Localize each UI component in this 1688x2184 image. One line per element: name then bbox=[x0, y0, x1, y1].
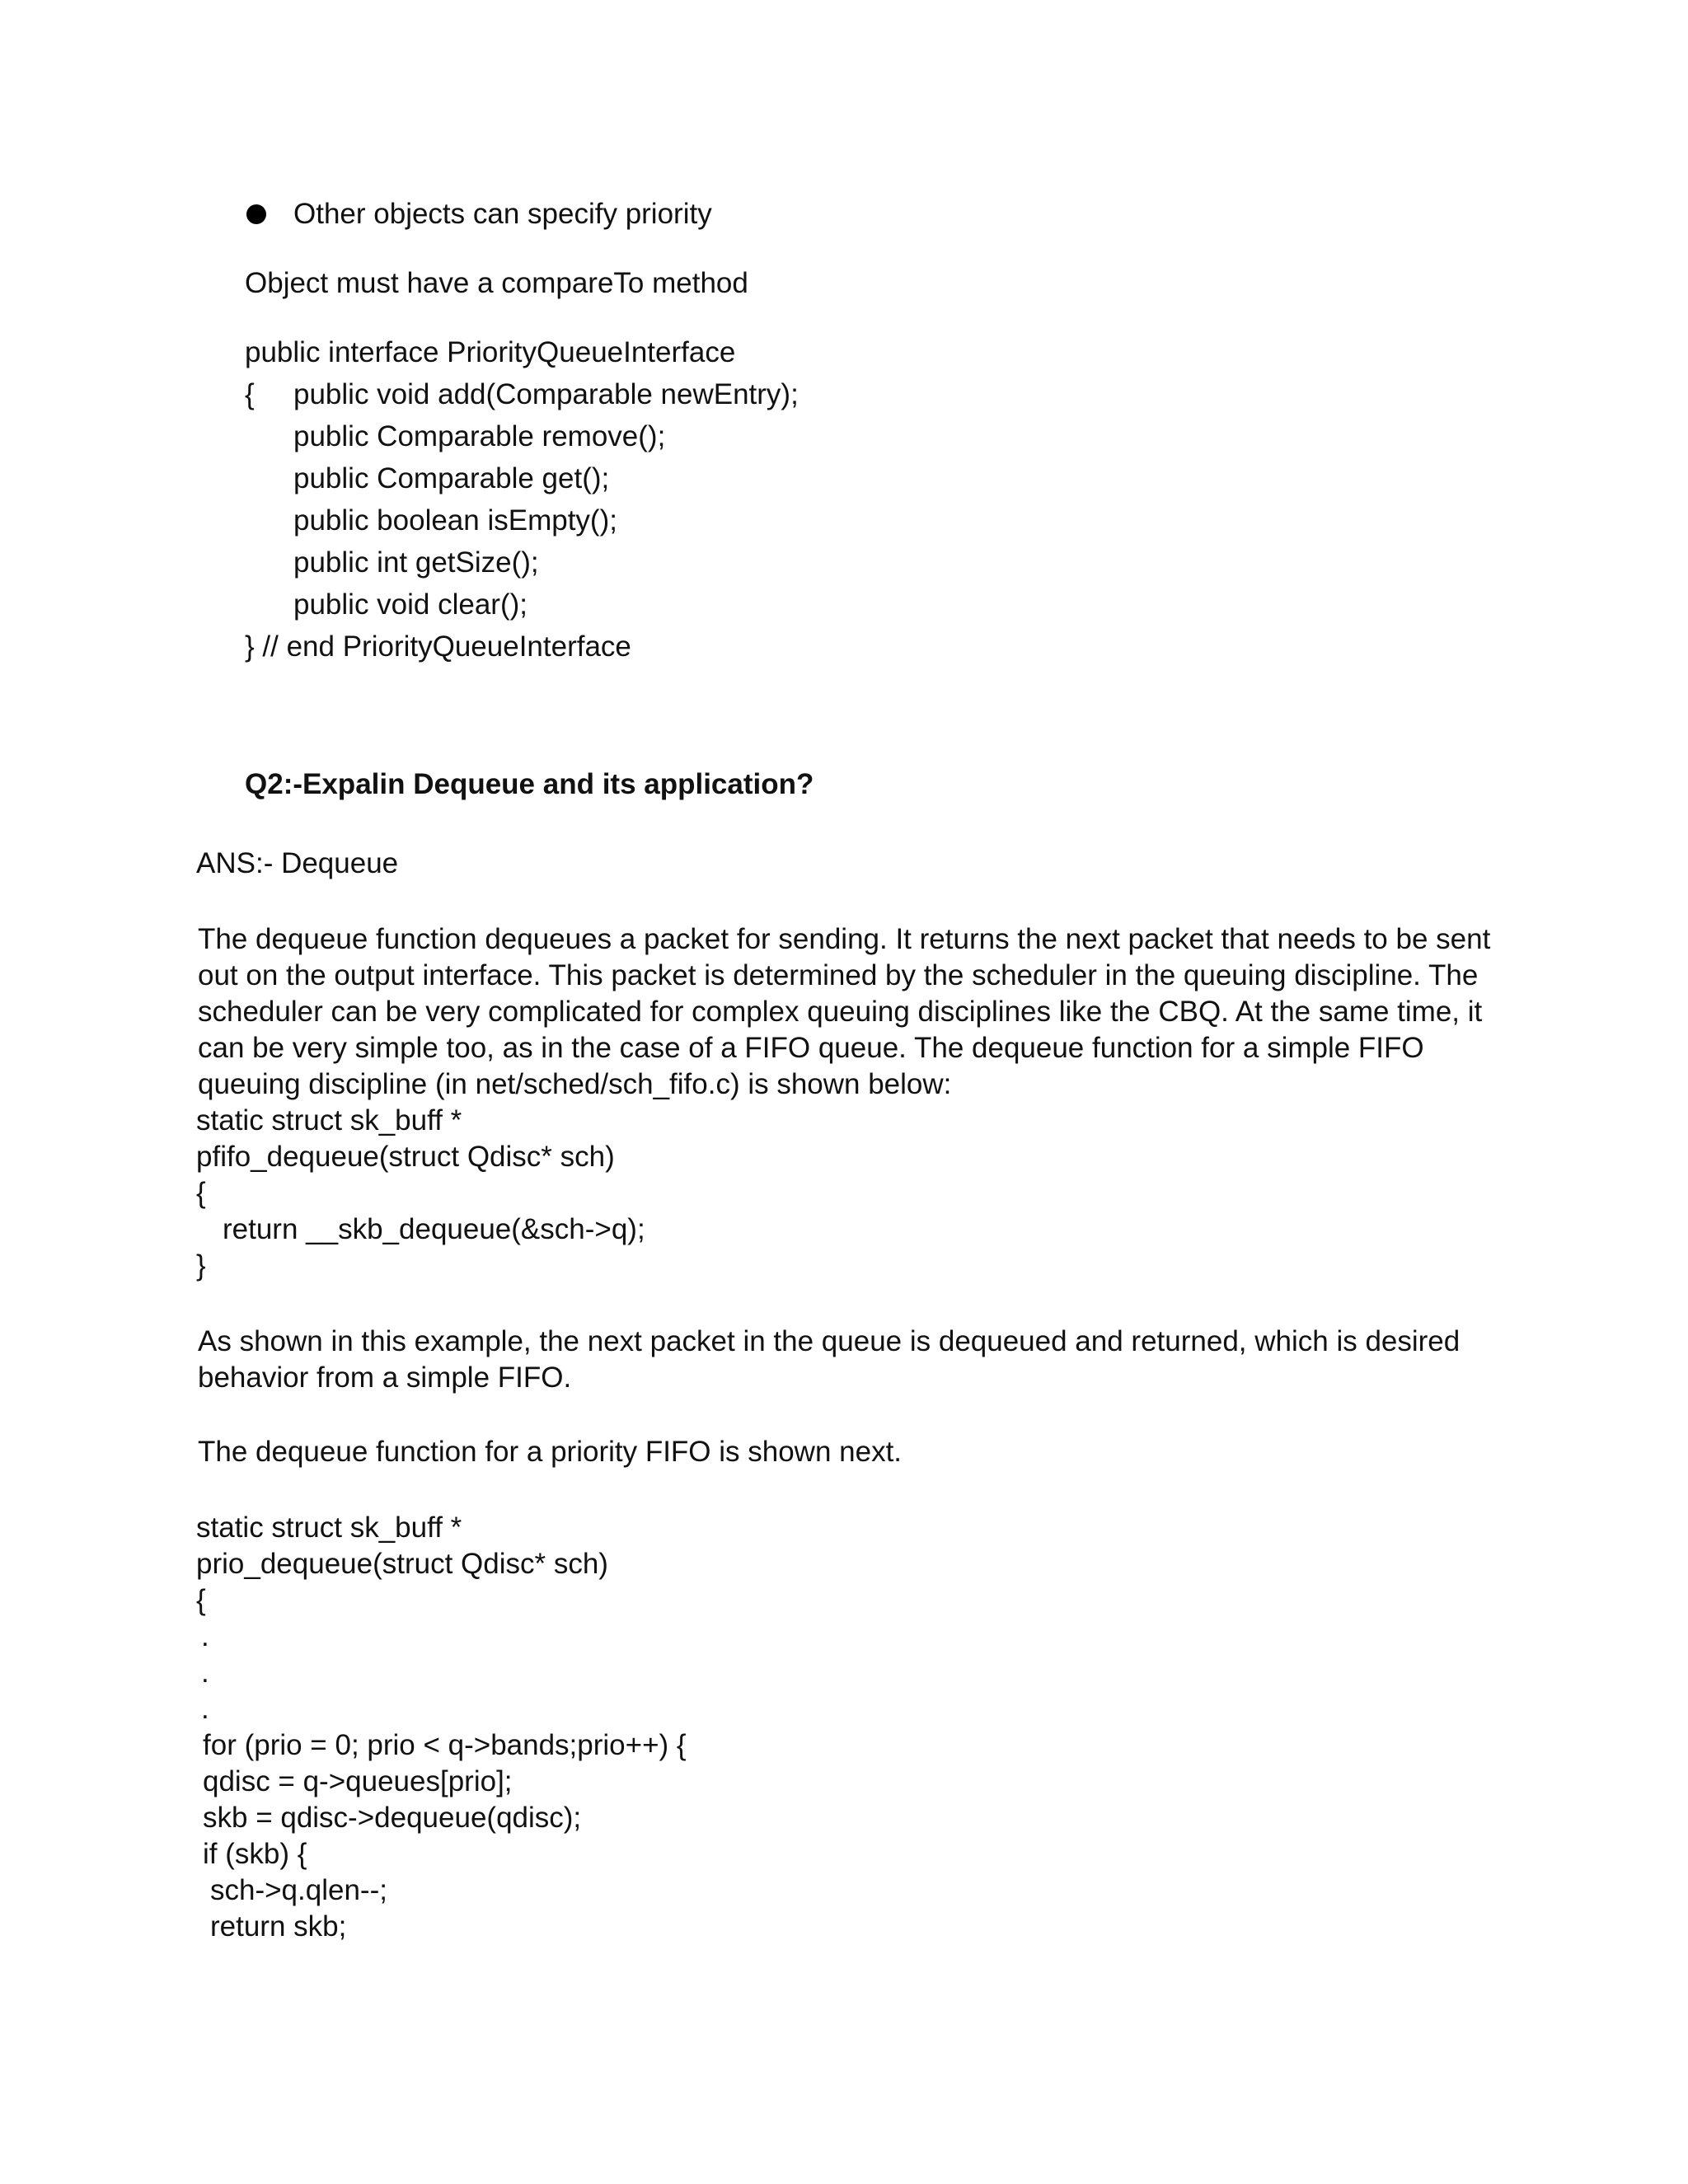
prio-code-line: . bbox=[201, 1693, 209, 1725]
prio-code-line: if (skb) { bbox=[203, 1838, 307, 1870]
interface-code-line: public int getSize(); bbox=[293, 546, 539, 579]
interface-code-line: public Comparable remove(); bbox=[293, 420, 666, 452]
paragraph-1: The dequeue function dequeues a packet for sending. It returns the next packet that needs to be sent out on the output interface. This packet is determined by the scheduler in the queuing discipline. The scheduler can be very complicated for complex queuing disciplines like the CBQ. At the same time, it can be very simple too, as in the case of a FIFO queue. The dequeue function for a simple FIFO queuing discipline (in net/sched/sch_fifo.c) is shown below: bbox=[198, 923, 1491, 1100]
question-heading: Q2:-Expalin Dequeue and its application? bbox=[245, 768, 814, 800]
prio-code-line: . bbox=[201, 1620, 209, 1652]
prio-code-line: static struct sk_buff * bbox=[196, 1511, 462, 1544]
prio-code-line: prio_dequeue(struct Qdisc* sch) bbox=[196, 1548, 608, 1580]
note-text: Object must have a compareTo method bbox=[245, 267, 748, 299]
interface-code-line: } // end PriorityQueueInterface bbox=[245, 630, 631, 663]
fifo-code-line: return __skb_dequeue(&sch->q); bbox=[223, 1213, 645, 1245]
prio-code-line: { bbox=[196, 1584, 206, 1616]
interface-code-line: public interface PriorityQueueInterface bbox=[245, 336, 736, 368]
paragraph-3: The dequeue function for a priority FIFO is shown next. bbox=[198, 1436, 903, 1468]
fifo-code-line: { bbox=[196, 1177, 206, 1209]
fifo-code-line: static struct sk_buff * bbox=[196, 1104, 462, 1137]
answer-heading: ANS:- Dequeue bbox=[196, 847, 399, 879]
interface-code-line: public void clear(); bbox=[293, 588, 528, 621]
fifo-code-line: pfifo_dequeue(struct Qdisc* sch) bbox=[196, 1141, 615, 1173]
prio-code-line: . bbox=[201, 1657, 209, 1689]
prio-code-line: for (prio = 0; prio < q->bands;prio++) { bbox=[203, 1729, 687, 1761]
paragraph-2: As shown in this example, the next packet in the queue is dequeued and returned, which is desired behavior from a simple FIFO. bbox=[198, 1325, 1461, 1394]
prio-code-line: return skb; bbox=[210, 1910, 347, 1943]
prio-code-line: qdisc = q->queues[prio]; bbox=[203, 1765, 513, 1797]
interface-code-line: public boolean isEmpty(); bbox=[293, 504, 617, 537]
prio-code-line: skb = qdisc->dequeue(qdisc); bbox=[203, 1802, 582, 1834]
interface-code-line: public void add(Comparable newEntry); bbox=[293, 378, 799, 410]
bullet-text: Other objects can specify priority bbox=[293, 198, 712, 230]
interface-code-line: public Comparable get(); bbox=[293, 462, 610, 494]
bullet-dot-icon bbox=[246, 204, 266, 224]
fifo-code-line: } bbox=[196, 1249, 206, 1282]
prio-code-line: sch->q.qlen--; bbox=[210, 1874, 387, 1906]
interface-code-line: { bbox=[245, 378, 255, 410]
